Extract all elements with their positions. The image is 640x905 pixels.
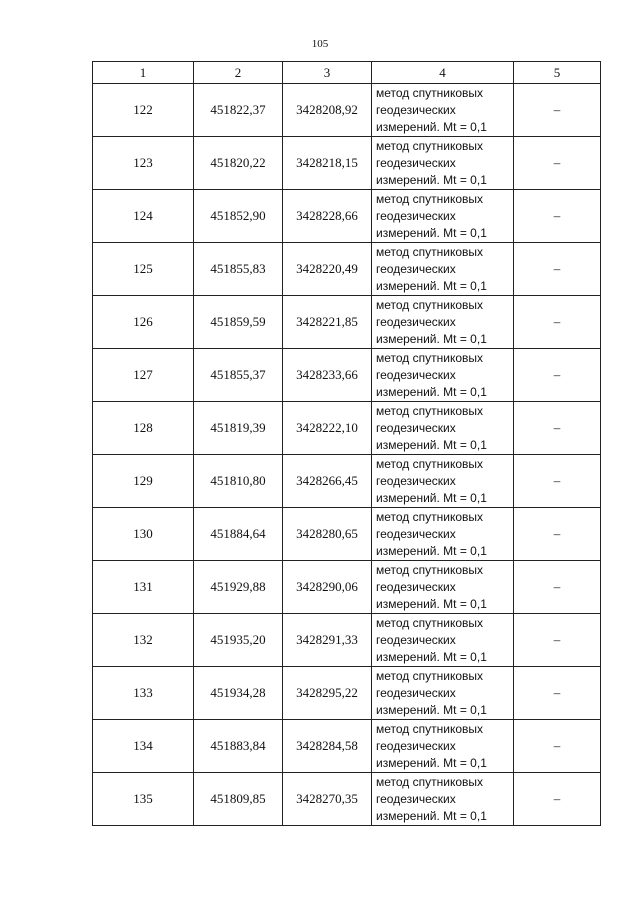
- column-header-4: 4: [372, 62, 514, 84]
- table-row: [93, 137, 601, 190]
- x-coordinate-cell: 451819,39: [194, 402, 283, 455]
- point-number-cell: 133: [93, 667, 194, 720]
- column-5-cell: –: [514, 402, 601, 455]
- point-number-cell: 131: [93, 561, 194, 614]
- table-row: [93, 84, 601, 137]
- method-text-line: метод спутниковых: [376, 721, 484, 736]
- method-cell: [372, 667, 514, 720]
- column-5-cell: –: [514, 508, 601, 561]
- method-cell: [372, 137, 514, 190]
- point-number-cell: 132: [93, 614, 194, 667]
- column-header-3: 3: [283, 62, 372, 84]
- method-text-line: геодезических: [376, 314, 456, 329]
- method-text-line: метод спутниковых: [376, 191, 484, 206]
- point-number-cell: 124: [93, 190, 194, 243]
- method-text-line: геодезических: [376, 367, 456, 382]
- y-coordinate-cell: 3428228,66: [283, 190, 372, 243]
- x-coordinate-cell: 451935,20: [194, 614, 283, 667]
- method-cell: [372, 296, 514, 349]
- x-coordinate-cell: 451810,80: [194, 455, 283, 508]
- point-number-cell: 130: [93, 508, 194, 561]
- y-coordinate-cell: 3428290,06: [283, 561, 372, 614]
- column-5-cell: –: [514, 455, 601, 508]
- method-cell: [372, 773, 514, 826]
- x-coordinate-cell: 451855,83: [194, 243, 283, 296]
- y-coordinate-cell: 3428208,92: [283, 84, 372, 137]
- method-text-line: геодезических: [376, 102, 456, 117]
- x-coordinate-cell: 451859,59: [194, 296, 283, 349]
- point-number-cell: 128: [93, 402, 194, 455]
- method-text-line: геодезических: [376, 420, 456, 435]
- y-coordinate-cell: 3428221,85: [283, 296, 372, 349]
- method-cell: [372, 243, 514, 296]
- column-header-2: 2: [194, 62, 283, 84]
- y-coordinate-cell: 3428295,22: [283, 667, 372, 720]
- method-text-line: геодезических: [376, 473, 456, 488]
- point-number-cell: 135: [93, 773, 194, 826]
- method-text-line: геодезических: [376, 526, 456, 541]
- method-cell: [372, 561, 514, 614]
- method-cell: [372, 508, 514, 561]
- column-5-cell: –: [514, 614, 601, 667]
- x-coordinate-cell: 451809,85: [194, 773, 283, 826]
- method-text-line: метод спутниковых: [376, 403, 484, 418]
- column-5-cell: –: [514, 667, 601, 720]
- column-header-1: 1: [93, 62, 194, 84]
- table-row: [93, 508, 601, 561]
- y-coordinate-cell: 3428266,45: [283, 455, 372, 508]
- x-coordinate-cell: 451929,88: [194, 561, 283, 614]
- method-text-line: метод спутниковых: [376, 774, 484, 789]
- column-header-5: 5: [514, 62, 601, 84]
- method-text-line: геодезических: [376, 579, 456, 594]
- method-cell: [372, 720, 514, 773]
- method-text-line: измерений. Mt = 0,1: [376, 278, 487, 293]
- method-text-line: измерений. Mt = 0,1: [376, 225, 487, 240]
- method-text-line: геодезических: [376, 685, 456, 700]
- y-coordinate-cell: 3428218,15: [283, 137, 372, 190]
- method-cell: [372, 190, 514, 243]
- method-text-line: измерений. Mt = 0,1: [376, 331, 487, 346]
- method-text-line: метод спутниковых: [376, 297, 484, 312]
- column-5-cell: –: [514, 773, 601, 826]
- method-text-line: измерений. Mt = 0,1: [376, 384, 487, 399]
- x-coordinate-cell: 451820,22: [194, 137, 283, 190]
- method-text-line: измерений. Mt = 0,1: [376, 808, 487, 823]
- method-text-line: метод спутниковых: [376, 85, 484, 100]
- method-text-line: метод спутниковых: [376, 244, 484, 259]
- method-text-line: метод спутниковых: [376, 138, 484, 153]
- method-text-line: измерений. Mt = 0,1: [376, 437, 487, 452]
- method-text-line: измерений. Mt = 0,1: [376, 119, 487, 134]
- point-number-cell: 127: [93, 349, 194, 402]
- y-coordinate-cell: 3428291,33: [283, 614, 372, 667]
- method-text-line: геодезических: [376, 791, 456, 806]
- point-number-cell: 123: [93, 137, 194, 190]
- table-row: [93, 455, 601, 508]
- x-coordinate-cell: 451852,90: [194, 190, 283, 243]
- method-cell: [372, 455, 514, 508]
- method-text-line: измерений. Mt = 0,1: [376, 543, 487, 558]
- method-text-line: геодезических: [376, 738, 456, 753]
- column-5-cell: –: [514, 561, 601, 614]
- method-text-line: метод спутниковых: [376, 350, 484, 365]
- table-row: [93, 667, 601, 720]
- column-5-cell: –: [514, 137, 601, 190]
- method-text-line: метод спутниковых: [376, 668, 484, 683]
- method-text-line: измерений. Mt = 0,1: [376, 172, 487, 187]
- x-coordinate-cell: 451934,28: [194, 667, 283, 720]
- page-number: 105: [311, 38, 329, 50]
- method-text-line: геодезических: [376, 261, 456, 276]
- table-header-row: [93, 62, 601, 84]
- method-text-line: измерений. Mt = 0,1: [376, 596, 487, 611]
- coordinates-table: [92, 61, 601, 826]
- column-5-cell: –: [514, 349, 601, 402]
- y-coordinate-cell: 3428270,35: [283, 773, 372, 826]
- method-cell: [372, 84, 514, 137]
- method-text-line: измерений. Mt = 0,1: [376, 702, 487, 717]
- table-row: [93, 402, 601, 455]
- method-text-line: метод спутниковых: [376, 562, 484, 577]
- column-5-cell: –: [514, 243, 601, 296]
- point-number-cell: 126: [93, 296, 194, 349]
- column-5-cell: –: [514, 720, 601, 773]
- x-coordinate-cell: 451855,37: [194, 349, 283, 402]
- point-number-cell: 134: [93, 720, 194, 773]
- table-row: [93, 296, 601, 349]
- method-cell: [372, 614, 514, 667]
- x-coordinate-cell: 451883,84: [194, 720, 283, 773]
- column-5-cell: –: [514, 296, 601, 349]
- table-row: [93, 190, 601, 243]
- y-coordinate-cell: 3428220,49: [283, 243, 372, 296]
- y-coordinate-cell: 3428284,58: [283, 720, 372, 773]
- table-row: [93, 720, 601, 773]
- method-text-line: измерений. Mt = 0,1: [376, 755, 487, 770]
- method-text-line: геодезических: [376, 208, 456, 223]
- table-row: [93, 614, 601, 667]
- table-row: [93, 243, 601, 296]
- column-5-cell: –: [514, 84, 601, 137]
- method-text-line: метод спутниковых: [376, 456, 484, 471]
- point-number-cell: 122: [93, 84, 194, 137]
- x-coordinate-cell: 451884,64: [194, 508, 283, 561]
- table-row: [93, 773, 601, 826]
- y-coordinate-cell: 3428280,65: [283, 508, 372, 561]
- column-5-cell: –: [514, 190, 601, 243]
- y-coordinate-cell: 3428233,66: [283, 349, 372, 402]
- method-text-line: измерений. Mt = 0,1: [376, 649, 487, 664]
- y-coordinate-cell: 3428222,10: [283, 402, 372, 455]
- x-coordinate-cell: 451822,37: [194, 84, 283, 137]
- method-text-line: метод спутниковых: [376, 615, 484, 630]
- table-row: [93, 349, 601, 402]
- method-text-line: геодезических: [376, 632, 456, 647]
- point-number-cell: 125: [93, 243, 194, 296]
- method-cell: [372, 349, 514, 402]
- method-cell: [372, 402, 514, 455]
- method-text-line: метод спутниковых: [376, 509, 484, 524]
- table-row: [93, 561, 601, 614]
- method-text-line: измерений. Mt = 0,1: [376, 490, 487, 505]
- point-number-cell: 129: [93, 455, 194, 508]
- method-text-line: геодезических: [376, 155, 456, 170]
